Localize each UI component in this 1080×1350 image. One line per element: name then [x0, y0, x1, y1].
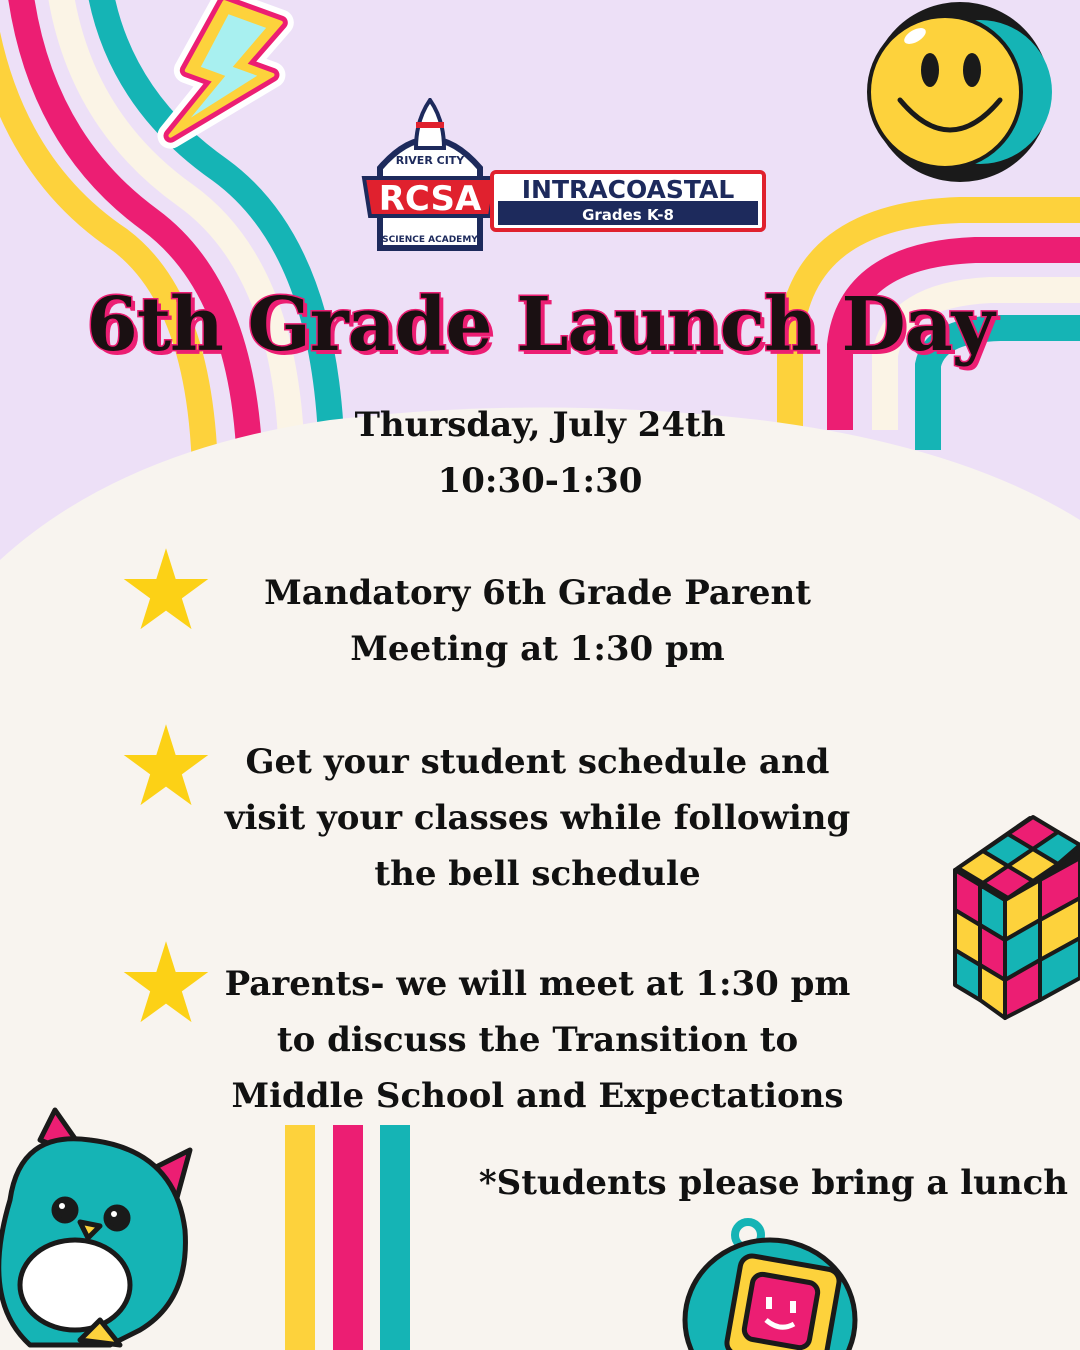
lunch-note: *Students please bring a lunch: [478, 1163, 1068, 1203]
bottom-stripes: [285, 1125, 410, 1350]
school-logo-graphic: [360, 98, 772, 258]
list-item-line: Meeting at 1:30 pm: [350, 629, 725, 669]
list-item: [215, 565, 860, 677]
list-item-line: Middle School and Expectations: [231, 1076, 844, 1116]
list-item-line: to discuss the Transition to: [276, 1020, 799, 1060]
page-title: 6th Grade Launch Day: [86, 282, 994, 368]
logo-bottom-text: SCIENCE ACADEMY: [382, 235, 478, 245]
list-item-line: Parents- we will meet at 1:30 pm: [224, 964, 851, 1004]
smiley-face-icon: [869, 2, 1052, 182]
logo-acronym: RCSA: [378, 179, 482, 219]
lightning-bolt-icon: [164, 0, 290, 161]
logo-arc-text: RIVER CITY: [395, 154, 465, 167]
list-item: [215, 956, 860, 1124]
list-item-line: Get your student schedule and: [245, 742, 830, 782]
star-icon: [122, 941, 210, 1025]
logo-grades: Grades K-8: [582, 206, 674, 224]
star-icon: [122, 548, 210, 632]
school-logo: [360, 98, 772, 258]
list-item-line: the bell schedule: [374, 854, 701, 894]
event-date: Thursday, July 24th: [354, 405, 726, 445]
list-item-line: Mandatory 6th Grade Parent: [264, 573, 811, 613]
logo-campus-name: INTRACOASTAL: [521, 175, 735, 204]
list-item: [215, 734, 860, 902]
star-icon: [122, 724, 210, 808]
event-time: 10:30-1:30: [437, 461, 643, 501]
list-item-line: visit your classes while following: [224, 798, 851, 838]
